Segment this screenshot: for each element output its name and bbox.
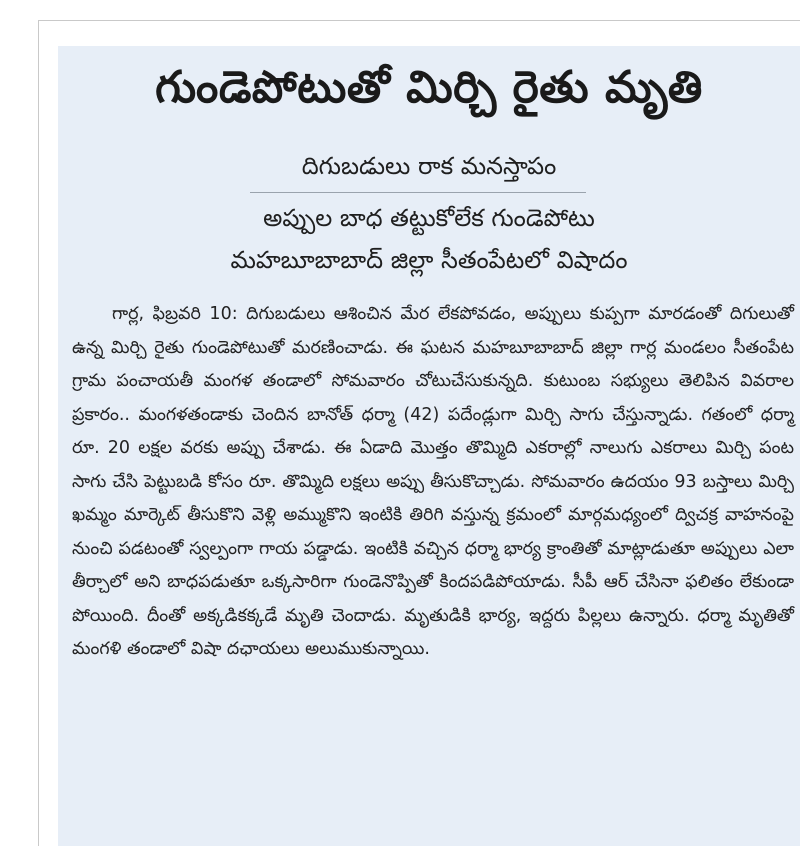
article-subhead-3: మహబూబాబాద్ జిల్లా సీతంపేటలో విషాదం — [230, 246, 628, 274]
page-border-left — [38, 20, 39, 846]
subhead-divider — [250, 192, 586, 193]
article-subhead-1: దిగుబడులు రాక మనస్తాపం — [301, 152, 557, 180]
news-clipping — [58, 46, 800, 846]
article-body: గార్ల, ఫిబ్రవరి 10: దిగుబడులు ఆశించిన మేర లేకపోవడం, అప్పులు కుప్పగా మారడంతో దిగులుతో ఉన్న మిర్చి రైతు గుండెపోటుతో మరణించాడు. ఈ ఘటన మహబూబాబాద్ జిల్లా గార్ల మండలం సీతంపేట గ్రామ పంచాయతీ మంగళ తండాలో సోమవారం చోటుచేసుకున్నది. కుటుంబ సభ్యులు తెలిపిన వివరాల ప్రకారం.. మంగళతండాకు చెందిన బానోత్ ధర్మా (42) పదేండ్లుగా మిర్చి సాగు చేస్తున్నాడు. గతంలో ధర్మా రూ. 20 లక్షల వరకు అప్పు చేశాడు. ఈ ఏడాది మొత్తం తొమ్మిది ఎకరాల్లో నాలుగు ఎకరాలు మిర్చి పంట సాగు చేసి పెట్టుబడి కోసం రూ. తొమ్మిది లక్షలు అప్పు తీసుకొచ్చాడు. సోమవారం ఉదయం 93 బస్తాలు మిర్చి ఖమ్మం మార్కెట్ తీసుకొని వెళ్లి అమ్ముకొని ఇంటికి తిరిగి వస్తున్న క్రమంలో మార్గమధ్యంలో ద్విచక్ర వాహనంపై నుంచి పడటంతో స్వల్పంగా గాయ పడ్డాడు. ఇంటికి వచ్చిన ధర్మా భార్య క్రాంతితో మాట్లాడుతూ అప్పులు ఎలా తీర్చాలో అని బాధపడుతూ ఒక్కసారిగా గుండెనొప్పితో కిందపడిపోయాడు. సీపీ ఆర్ చేసినా ఫలితం లేకుండా పోయింది. దీంతో అక్కడికక్కడే మృతి చెందాడు. మృతుడికి భార్య, ఇద్దరు పిల్లలు ఉన్నారు. ధర్మా మృతితో మంగళి తండాలో విషా దఛాయలు అలుముకున్నాయి. — [72, 304, 794, 659]
article-headline: గుండెపోటుతో మిర్చి రైతు మృతి — [155, 62, 703, 113]
article-subhead-2: అప్పుల బాధ తట్టుకోలేక గుండెపోటు — [263, 204, 595, 232]
page-border-top — [38, 20, 800, 21]
